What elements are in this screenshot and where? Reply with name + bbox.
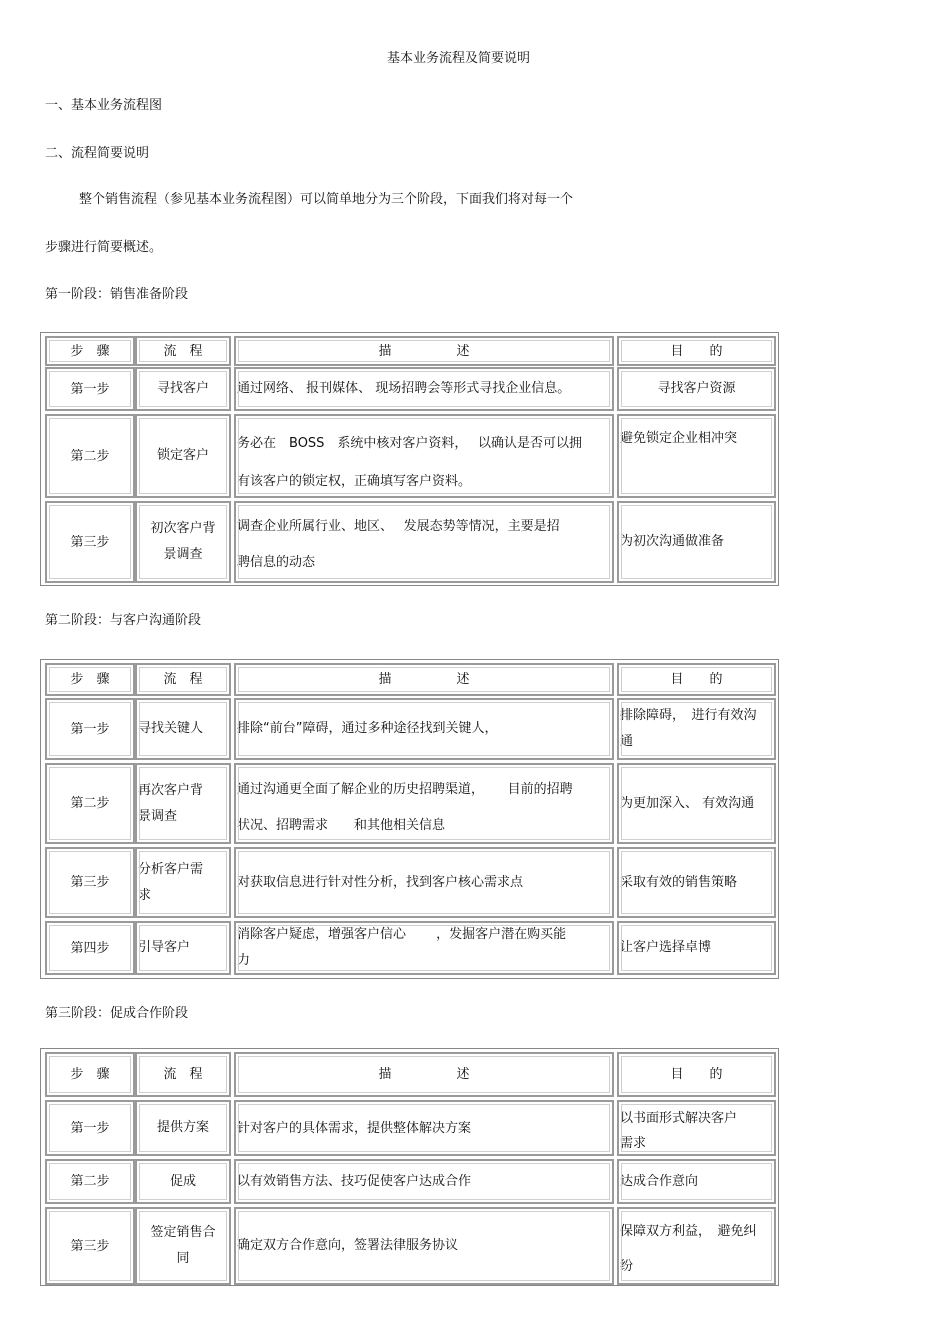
step-cell bbox=[45, 698, 135, 760]
step-cell bbox=[45, 847, 135, 918]
section-heading-flowchart: 一、基本业务流程图 bbox=[45, 98, 163, 113]
cell-text-line: 有该客户的锁定权，正确填写客户资料。 bbox=[237, 474, 472, 489]
flow-cell bbox=[135, 698, 231, 760]
step-cell bbox=[45, 414, 135, 498]
cell-text bbox=[620, 791, 754, 817]
cell-text-line: 寻找关键人 bbox=[138, 721, 204, 736]
description-cell bbox=[234, 1159, 614, 1204]
cell-text bbox=[620, 529, 724, 555]
header-label: 目 的 bbox=[670, 672, 723, 687]
cell-text bbox=[170, 1169, 196, 1195]
header-step bbox=[45, 336, 135, 366]
cell-text bbox=[237, 376, 570, 402]
cell-text bbox=[620, 935, 711, 961]
cell-text-line: 景调查 bbox=[163, 547, 203, 562]
stage2-table bbox=[40, 659, 779, 979]
step-label: 第二步 bbox=[70, 1174, 110, 1189]
cell-text bbox=[157, 376, 209, 402]
cell-text-line: 状况、招聘需求 和其他相关信息 bbox=[237, 818, 446, 833]
cell-text-line: 通过沟通更全面了解企业的历史招聘渠道， 目前的招聘 bbox=[237, 782, 573, 797]
cell-text-line: 景调查 bbox=[138, 808, 178, 824]
header-goal bbox=[617, 336, 776, 366]
step-label: 第一步 bbox=[70, 381, 110, 397]
cell-text-line: 寻找客户 bbox=[156, 381, 209, 396]
flow-cell bbox=[135, 501, 231, 583]
step-label: 第二步 bbox=[70, 448, 110, 464]
cell-text bbox=[138, 857, 203, 909]
step-cell bbox=[45, 367, 135, 411]
description-cell bbox=[234, 1207, 614, 1285]
cell-text bbox=[237, 1233, 458, 1259]
step-cell bbox=[45, 501, 135, 583]
cell-text bbox=[620, 870, 737, 896]
cell-text bbox=[237, 922, 566, 974]
header-flow bbox=[135, 336, 231, 366]
header-label: 目 的 bbox=[670, 343, 723, 359]
cell-text bbox=[620, 1102, 774, 1156]
cell-text-line: 分析客户需 bbox=[138, 861, 204, 877]
step-label: 第一步 bbox=[70, 721, 110, 737]
goal-cell bbox=[617, 847, 776, 918]
step-cell bbox=[45, 763, 135, 844]
description-cell bbox=[234, 367, 614, 411]
cell-text-line: 达成合作意向 bbox=[620, 1173, 699, 1189]
description-cell bbox=[234, 1100, 614, 1156]
intro-paragraph-line2: 步骤进行简要概述。 bbox=[45, 240, 163, 255]
cell-text-line: 提供方案 bbox=[156, 1120, 209, 1135]
description-cell bbox=[234, 501, 614, 583]
cell-text-line: 聘信息的动态 bbox=[237, 555, 316, 570]
flow-cell bbox=[135, 414, 231, 498]
cell-text-line: 让客户选择卓博 bbox=[620, 940, 712, 955]
cell-text-line: 再次客户背 bbox=[138, 782, 204, 798]
header-label: 步 骤 bbox=[70, 672, 110, 687]
cell-text-line: 求 bbox=[138, 887, 152, 903]
step-cell bbox=[45, 921, 135, 975]
cell-text-line: 通过网络、 报刊媒体、 现场招聘会等形式寻找企业信息。 bbox=[237, 381, 571, 396]
cell-text-line: 促成 bbox=[169, 1173, 196, 1189]
cell-text bbox=[237, 503, 612, 581]
page-title: 基本业务流程及简要说明 bbox=[387, 51, 531, 66]
header-desc bbox=[234, 663, 614, 696]
flow-cell bbox=[135, 921, 231, 975]
stage3-table bbox=[40, 1048, 779, 1286]
header-flow bbox=[135, 663, 231, 696]
cell-text bbox=[237, 1102, 612, 1142]
flow-cell bbox=[135, 847, 231, 918]
cell-text-line: 为初次沟通做准备 bbox=[620, 534, 725, 549]
step-label: 第一步 bbox=[70, 1120, 110, 1136]
goal-cell bbox=[617, 698, 776, 760]
cell-text bbox=[157, 1115, 209, 1141]
header-label: 步 骤 bbox=[70, 343, 110, 359]
header-label: 描 述 bbox=[378, 1067, 470, 1082]
cell-text-line: 调查企业所属行业、地区、 发展态势等情况，主要是招 bbox=[237, 519, 560, 534]
cell-text bbox=[150, 1220, 215, 1272]
cell-text-line: 寻找客户资源 bbox=[657, 381, 736, 396]
step-label: 第三步 bbox=[70, 1238, 110, 1254]
cell-text-line: 通 bbox=[620, 734, 634, 749]
cell-text-line: 纷 bbox=[620, 1259, 634, 1274]
goal-cell bbox=[617, 414, 776, 498]
flow-cell bbox=[135, 367, 231, 411]
cell-text-line: 排除“前台”障碍，通过多种途径找到关键人， bbox=[237, 721, 498, 736]
cell-text-line: 力 bbox=[237, 953, 251, 968]
step-cell bbox=[45, 1100, 135, 1156]
cell-text bbox=[620, 703, 757, 755]
description-cell bbox=[234, 921, 614, 975]
cell-text-line: 锁定客户 bbox=[156, 448, 209, 463]
goal-cell bbox=[617, 501, 776, 583]
cell-text-line: 排除障碍， 进行有效沟 bbox=[620, 708, 757, 723]
cell-text-line: 针对客户的具体需求，提供整体解决方案 bbox=[237, 1121, 472, 1136]
goal-cell bbox=[617, 367, 776, 411]
section-heading-description: 二、流程简要说明 bbox=[45, 146, 150, 161]
flow-cell bbox=[135, 1207, 231, 1285]
cell-text bbox=[138, 935, 190, 961]
header-step bbox=[45, 663, 135, 696]
cell-text bbox=[237, 716, 497, 742]
cell-text bbox=[237, 416, 612, 501]
cell-text bbox=[237, 765, 612, 844]
cell-text bbox=[237, 1169, 471, 1195]
header-label: 步 骤 bbox=[70, 1067, 110, 1082]
goal-cell bbox=[617, 1100, 776, 1156]
cell-text-line: 同 bbox=[176, 1251, 190, 1266]
header-desc bbox=[234, 336, 614, 366]
flow-cell bbox=[135, 1100, 231, 1156]
header-label: 描 述 bbox=[378, 343, 470, 359]
stage3-heading: 第三阶段：促成合作阶段 bbox=[45, 1006, 189, 1021]
flow-cell bbox=[135, 1159, 231, 1204]
cell-text-line: 为更加深入、 有效沟通 bbox=[620, 795, 755, 811]
header-label: 目 的 bbox=[670, 1067, 723, 1082]
flow-cell bbox=[135, 763, 231, 844]
stage1-table bbox=[40, 332, 779, 586]
goal-cell bbox=[617, 1159, 776, 1204]
goal-cell bbox=[617, 763, 776, 844]
description-cell bbox=[234, 414, 614, 498]
description-cell bbox=[234, 763, 614, 844]
header-flow bbox=[135, 1052, 231, 1097]
cell-text-line: 引导客户 bbox=[138, 940, 191, 955]
step-label: 第四步 bbox=[70, 940, 110, 956]
description-cell bbox=[234, 847, 614, 918]
header-label: 流 程 bbox=[163, 672, 203, 687]
cell-text bbox=[620, 1169, 698, 1195]
cell-text-line: 保障双方利益， 避免纠 bbox=[620, 1224, 757, 1239]
stage1-heading: 第一阶段：销售准备阶段 bbox=[45, 287, 189, 302]
header-label: 流 程 bbox=[163, 343, 203, 359]
cell-text bbox=[657, 376, 735, 402]
cell-text-line: 对获取信息进行针对性分析，找到客户核心需求点 bbox=[237, 874, 524, 890]
cell-text bbox=[157, 443, 209, 469]
stage2-heading: 第二阶段：与客户沟通阶段 bbox=[45, 613, 202, 628]
cell-text-line: 务必在 BOSS 系统中核对客户资料， 以确认是否可以拥 bbox=[237, 436, 583, 451]
step-cell bbox=[45, 1207, 135, 1285]
step-label: 第二步 bbox=[70, 796, 110, 811]
cell-text bbox=[620, 1209, 774, 1284]
cell-text-line: 初次客户背 bbox=[150, 521, 216, 536]
cell-text-line: 采取有效的销售策略 bbox=[620, 874, 738, 890]
header-label: 流 程 bbox=[163, 1067, 203, 1082]
cell-text-line: 签定销售合 bbox=[150, 1225, 216, 1240]
cell-text-line: 避免锁定企业相冲突 bbox=[620, 431, 738, 446]
header-goal bbox=[617, 663, 776, 696]
cell-text-line: 以有效销售方法、技巧促使客户达成合作 bbox=[237, 1173, 472, 1189]
header-goal bbox=[617, 1052, 776, 1097]
cell-text bbox=[620, 416, 774, 452]
cell-text bbox=[138, 778, 203, 830]
cell-text bbox=[237, 870, 523, 896]
step-label: 第三步 bbox=[70, 534, 110, 550]
description-cell bbox=[234, 698, 614, 760]
header-desc bbox=[234, 1052, 614, 1097]
goal-cell bbox=[617, 1207, 776, 1285]
goal-cell bbox=[617, 921, 776, 975]
cell-text bbox=[138, 716, 203, 742]
header-label: 描 述 bbox=[378, 672, 470, 687]
cell-text bbox=[150, 516, 215, 568]
step-label: 第三步 bbox=[70, 875, 110, 890]
intro-paragraph-line1: 整个销售流程（参见基本业务流程图）可以简单地分为三个阶段，下面我们将对每一个 bbox=[79, 192, 574, 207]
cell-text-line: 需求 bbox=[620, 1136, 647, 1151]
cell-text-line: 以书面形式解决客户 bbox=[620, 1111, 738, 1126]
step-cell bbox=[45, 1159, 135, 1204]
header-step bbox=[45, 1052, 135, 1097]
cell-text-line: 确定双方合作意向，签署法律服务协议 bbox=[237, 1238, 459, 1253]
cell-text-line: 消除客户疑虑，增强客户信心 ，发掘客户潜在购买能 bbox=[237, 927, 567, 942]
